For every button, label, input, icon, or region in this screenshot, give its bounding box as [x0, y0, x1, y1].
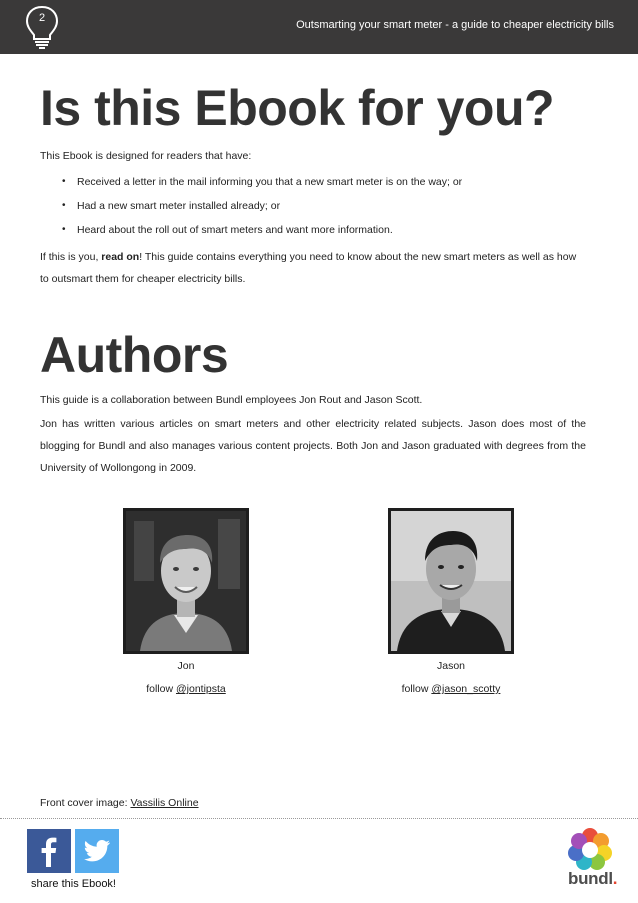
closing-post: ! This guide contains everything you need to know about the new smart meters as well as how to outsmart them for cheaper electricity bills.	[40, 251, 577, 285]
authors-bio: Jon has written various articles on smart meters and other electricity related subjects. Jason does most of the blogging for Bundl and also manages various content projects. Both Jon and Jason graduated with degrees from the University of Wollongong in 2009.	[40, 418, 586, 474]
header-bar	[0, 0, 638, 54]
lightbulb-icon	[24, 4, 60, 50]
footer-divider	[0, 818, 638, 819]
share-label: share this Ebook!	[31, 878, 116, 890]
facebook-share-button[interactable]	[27, 829, 71, 873]
follow-label: follow	[146, 683, 176, 695]
jason-name: Jason	[436, 660, 466, 672]
cover-credit-link[interactable]: Vassilis Online	[130, 797, 199, 809]
cover-credit	[40, 797, 199, 809]
list-item-text: Received a letter in the mail informing you that a new smart meter is on the way; or	[77, 176, 463, 188]
bullet-icon: •	[62, 176, 66, 187]
jason-photo	[388, 508, 514, 654]
list-item	[62, 194, 462, 218]
bullet-icon: •	[62, 224, 66, 235]
list-item	[62, 218, 462, 242]
list-item-text: Heard about the roll out of smart meters and want more information.	[77, 224, 393, 236]
brand-dot: .	[612, 869, 618, 888]
intro-heading: Is this Ebook for you?	[40, 80, 555, 136]
jason-portrait-image	[391, 511, 511, 651]
brand-word: bundl	[568, 869, 613, 888]
intro-bullet-list	[62, 170, 462, 242]
jon-photo	[123, 508, 249, 654]
page-number: 2	[38, 12, 46, 24]
list-item-text: Had a new smart meter installed already; or	[77, 200, 281, 212]
credit-prefix: Front cover image:	[40, 797, 131, 809]
jon-name: Jon	[177, 660, 195, 672]
jason-twitter-link[interactable]: @jason_scotty	[431, 683, 501, 695]
read-on-emphasis: read on	[101, 251, 140, 263]
jon-portrait-image	[126, 511, 246, 651]
jon-follow	[96, 683, 276, 695]
bundl-wordmark	[568, 869, 617, 889]
jon-twitter-link[interactable]: @jontipsta	[175, 683, 226, 695]
authors-intro: This guide is a collaboration between Bundl employees Jon Rout and Jason Scott.	[40, 394, 423, 406]
bundl-flower-logo	[566, 827, 614, 871]
jason-follow	[361, 683, 541, 695]
list-item	[62, 170, 462, 194]
intro-closing	[40, 246, 586, 290]
closing-pre: If this is you,	[40, 251, 102, 263]
intro-lead: This Ebook is designed for readers that have:	[40, 150, 252, 162]
twitter-share-button[interactable]	[75, 829, 119, 873]
bullet-icon: •	[62, 200, 66, 211]
document-title: Outsmarting your smart meter - a guide to cheaper electricity bills	[296, 19, 614, 31]
follow-label: follow	[401, 683, 432, 695]
facebook-icon	[27, 829, 71, 873]
twitter-icon	[75, 829, 119, 873]
authors-heading: Authors	[40, 327, 229, 383]
